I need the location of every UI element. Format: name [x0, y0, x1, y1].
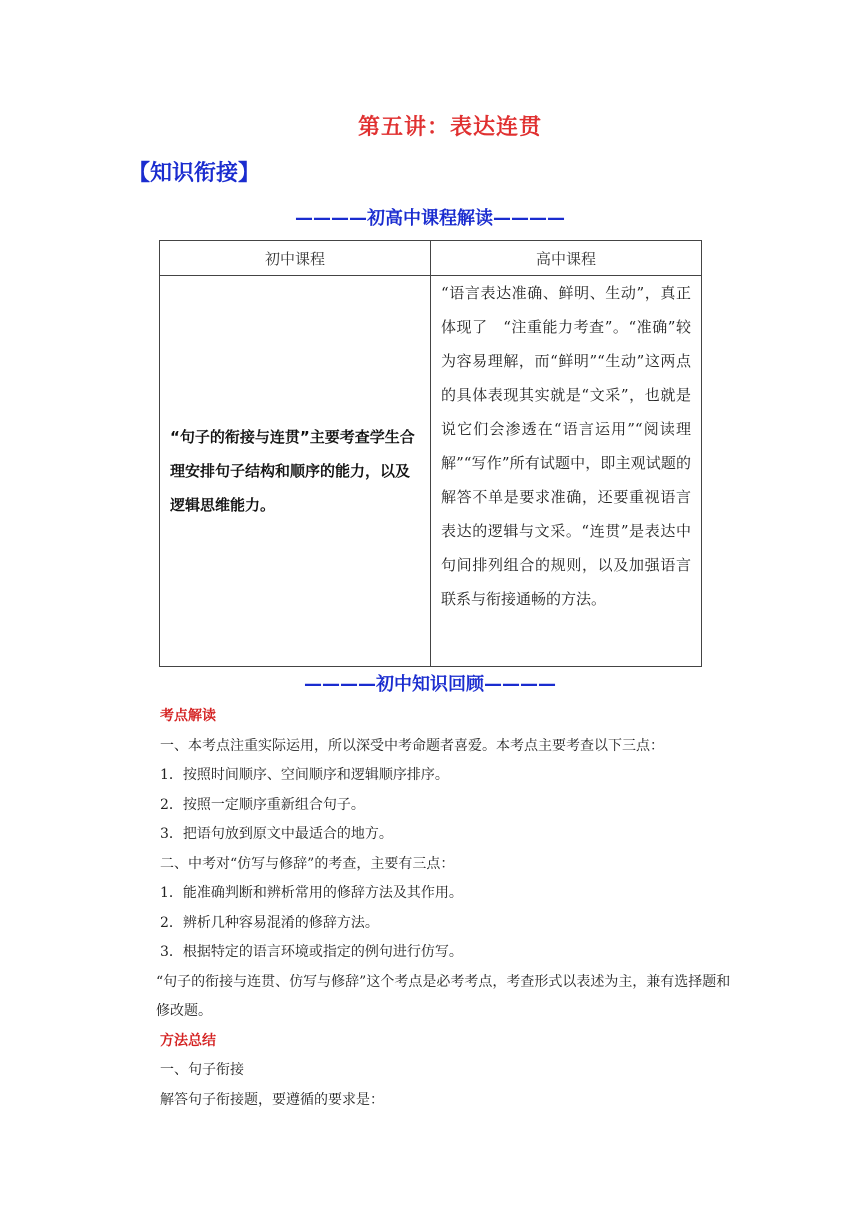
list-item: 2．辨析几种容易混淆的修辞方法。: [160, 914, 379, 931]
table-header-row: [160, 241, 702, 276]
table-row: [160, 276, 702, 667]
review-divider-heading: ————初中知识回顾————: [304, 674, 556, 695]
paragraph: “句子的衔接与连贯、仿写与修辞”这个考点是必考考点，考查形式以表述为主，兼有选择题和修改题。: [156, 973, 731, 1019]
table-header-senior: 高中课程: [431, 241, 702, 276]
senior-course-text: “语言表达准确、鲜明、生动”，真正体现了 “注重能力考查”。“准确”较为容易理解，而“鲜明”“生动”这两点的具体表现其实就是“文采”，也就是说它们会渗透在“语言运用”“阅读理解”“写作”所有试题中，即主观试题的解答不单是要求准确，还要重视语言表达的逻辑与文采。“连贯”是表达中句间排列组合的规则，以及加强语言联系与衔接通畅的方法。: [431, 276, 702, 667]
list-item: 1．能准确判断和辨析常用的修辞方法及其作用。: [160, 885, 463, 901]
fangfa-heading: 方法总结: [160, 1032, 216, 1049]
list-item: 1．按照时间顺序、空间顺序和逻辑顺序排序。: [160, 767, 449, 783]
junior-course-text: “句子的衔接与连贯”主要考查学生合理安排句子结构和顺序的能力，以及逻辑思维能力。: [160, 276, 431, 667]
table-header-junior: 初中课程: [160, 241, 431, 276]
course-divider-heading: ————初高中课程解读————: [295, 208, 565, 229]
document-body: [156, 702, 740, 1115]
section-heading: 【知识衔接】: [128, 161, 261, 186]
paragraph: 一、句子衔接: [160, 1062, 244, 1078]
list-item: 3．把语句放到原文中最适合的地方。: [160, 826, 393, 842]
list-item: 3．根据特定的语言环境或指定的例句进行仿写。: [160, 944, 463, 960]
paragraph: 解答句子衔接题，要遵循的要求是：: [160, 1091, 384, 1108]
paragraph: 二、中考对“仿写与修辞”的考查，主要有三点：: [160, 855, 455, 872]
kaodian-heading: 考点解读: [160, 708, 216, 724]
course-comparison-table: [159, 240, 702, 667]
paragraph: 一、本考点注重实际运用，所以深受中考命题者喜爱。本考点主要考查以下三点：: [160, 737, 664, 754]
list-item: 2．按照一定顺序重新组合句子。: [160, 796, 365, 813]
page-title: 第五讲：表达连贯: [357, 115, 542, 140]
